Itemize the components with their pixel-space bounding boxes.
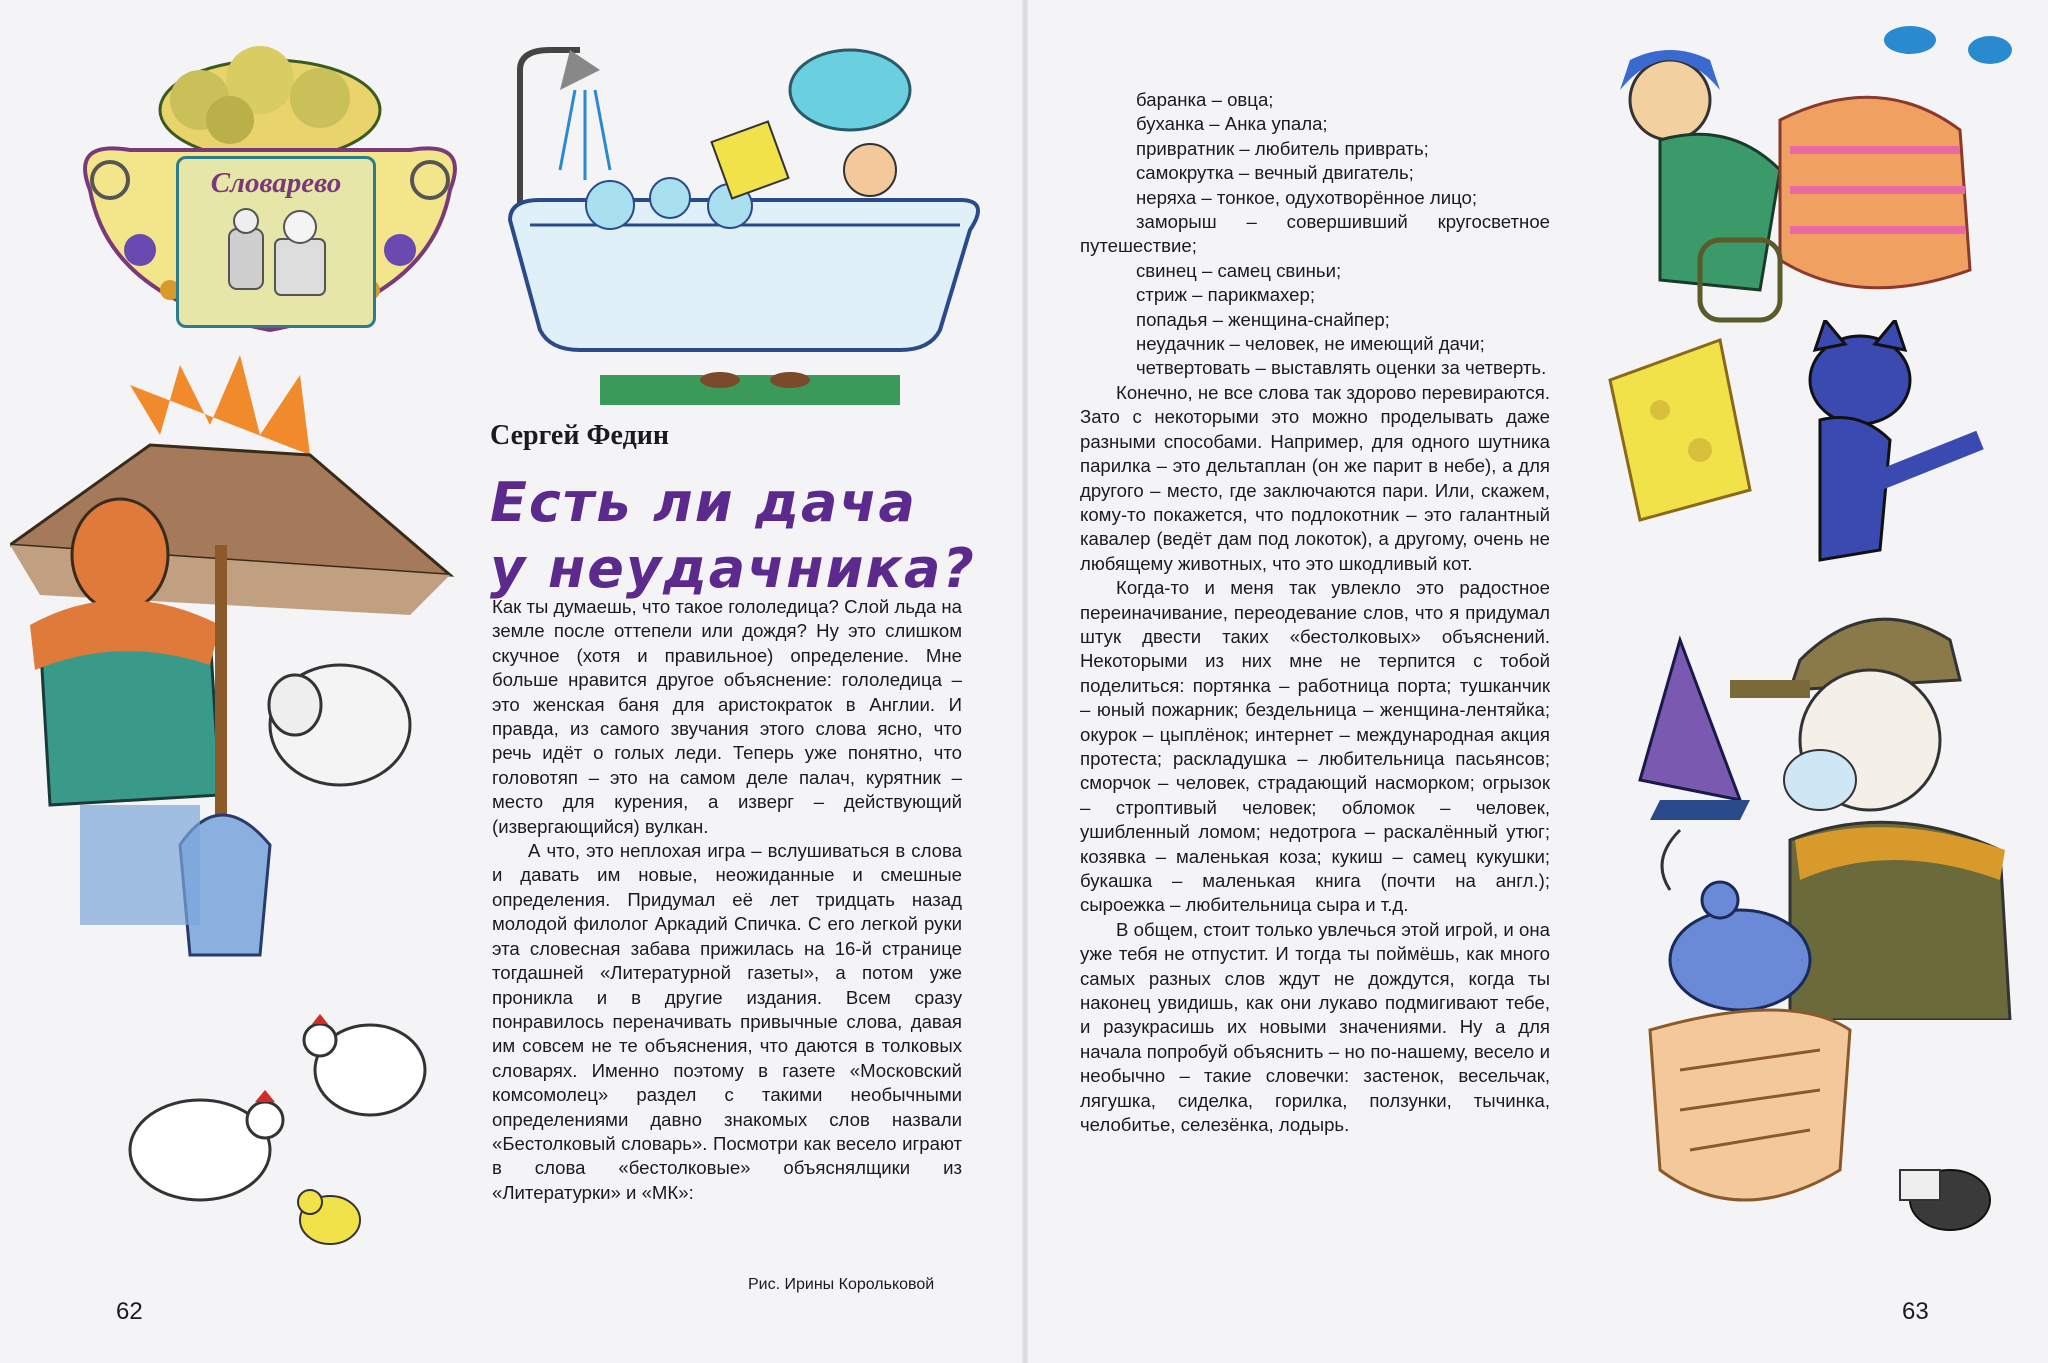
paragraph: Конечно, не все слова так здорово перевираются. Зато с некоторыми это можно проделывать даже разными способами. Например, для одного шутника парилка – это дельтаплан (он же парит в небе), а для другого – место, где заключаются пари. Или, скажем, кому-то покажется, что подлокотник – это галантный кавалер (ведёт дам под локоток), а другому, очень не любящему животных, что это шкодливый кот. <box>1080 381 1550 574</box>
headline-line: у неудачника? <box>490 537 976 600</box>
chickens-illustration <box>60 930 480 1270</box>
article-headline <box>490 470 990 602</box>
dictionary-entry: четвертовать – выставлять оценки за четверть. <box>1136 357 1547 379</box>
rubric-label <box>176 156 376 328</box>
dictionary-entry: баранка – овца; <box>1136 89 1274 110</box>
left-text-column <box>492 595 962 1205</box>
author-name: Сергей Федин <box>490 420 670 451</box>
dictionary-entry: попадья – женщина-снайпер; <box>1136 308 1390 330</box>
illustration-credit: Рис. Ирины Корольковой <box>748 1276 935 1293</box>
page-spine <box>1022 0 1028 1363</box>
dictionary-entry: стриж – парикмахер; <box>1136 284 1315 306</box>
paragraph: А что, это неплохая игра – вслушиваться в слова и давать им новые, неожиданные и смешные определения. Придумал её лет тридцать назад молодой филолог Аркадий Спичка. С его легкой руки эта словесная забава прижилась на 16-й странице тогдашней «Литературной газеты», а потом уже проникла и в другие издания. Всем сразу понравилось переначивать привычные слова, давая им совсем не те объяснения, что даются в толковых словарях. Именно поэтому в газете «Московский комсомолец» раздел с такими необычными определениями давно знакомых слов назвали «Бестолковый словарь». Посмотри как весело играют в слова «бестолковые» объяснялщики из «Литературки» и «МК»: <box>492 840 962 1203</box>
dictionary-entry: буханка – Анка упала; <box>1136 113 1328 135</box>
volcano-executioner-illustration <box>10 345 470 985</box>
headline-line: Есть ли дача <box>490 471 917 534</box>
dictionary-list <box>1080 88 1550 381</box>
girl-illustration <box>1580 10 2020 330</box>
paragraph: В общем, стоит только увлечься этой игрой, и она уже тебя не отпустит. И тогда ты поймёшь, как много самых разных слов ждут не дождутся, когда ты наконец увидишь, как они лукаво подмигивают тебе, и разукрасишь их новыми значениями. Ну а для начала попробуй объяснить – но по-нашему, весело и необычно – такие словечки: застенок, весельчак, лягушка, сиделка, горилка, ползунки, тычинка, челобитье, селезёнка, лодырь. <box>1080 918 1550 1136</box>
paragraph: Когда-то и меня так увлекло это радостное переиначивание, переодевание слов, что я придумал штук двести таких «бестолковых» объяснений. Некоторыми из них мне не терпится с тобой поделиться: портянка – работница порта; тушканчик – юный пожарник; бездельница – женщина-лентяйка; окурок – цыплёнок; интернет – международная акция протеста; раскладушка – любительница пасьянсов; сморчок – человек, страдающий насморком; огрызок – строптивый человек; обломок – человек, ушибленный ломом; недотрога – раскалённый утюг; козявка – маленькая коза; кукиш – самец кукушки; букашка – маленькая книга (почти на англ.); сыроежка – любительница сыра и т.д. <box>1080 577 1550 916</box>
page-number-left: 62 <box>116 1298 143 1325</box>
paragraph: Как ты думаешь, что такое гололедица? Слой льда на земле после оттепели или дождя? Ну это слишком скучное (хотя и правильное) определение. Мне больше нравится другое объяснение: гололедица – это женская баня для аристократок в Англии. И правда, из самого звучания этого слова ясно, что речь идёт о голых леди. Теперь уже понятно, что головотяп – это на самом деле палач, курятник – место для курения, а изверг – действующий (извергающийся) вулкан. <box>492 596 962 837</box>
dictionary-entry: неудачник – человек, не имеющий дачи; <box>1136 333 1485 355</box>
bathtub-illustration <box>490 30 990 410</box>
dictionary-entry: заморыш – совершивший кругосветное путешествие; <box>1080 211 1550 257</box>
right-text-column <box>1080 88 1550 1137</box>
dictionary-entry: неряха – тонкое, одухотворённое лицо; <box>1136 186 1478 208</box>
page-number-right: 63 <box>1902 1298 1929 1325</box>
bird-hand-illustration <box>1590 870 2030 1290</box>
dictionary-entry: свинец – самец свиньи; <box>1136 259 1342 281</box>
chef-icon <box>179 159 373 325</box>
dictionary-entry: привратник – любитель приврать; <box>1136 137 1429 159</box>
rubric-title: Словарево <box>210 167 342 199</box>
dictionary-entry: самокрутка – вечный двигатель; <box>1136 162 1414 184</box>
